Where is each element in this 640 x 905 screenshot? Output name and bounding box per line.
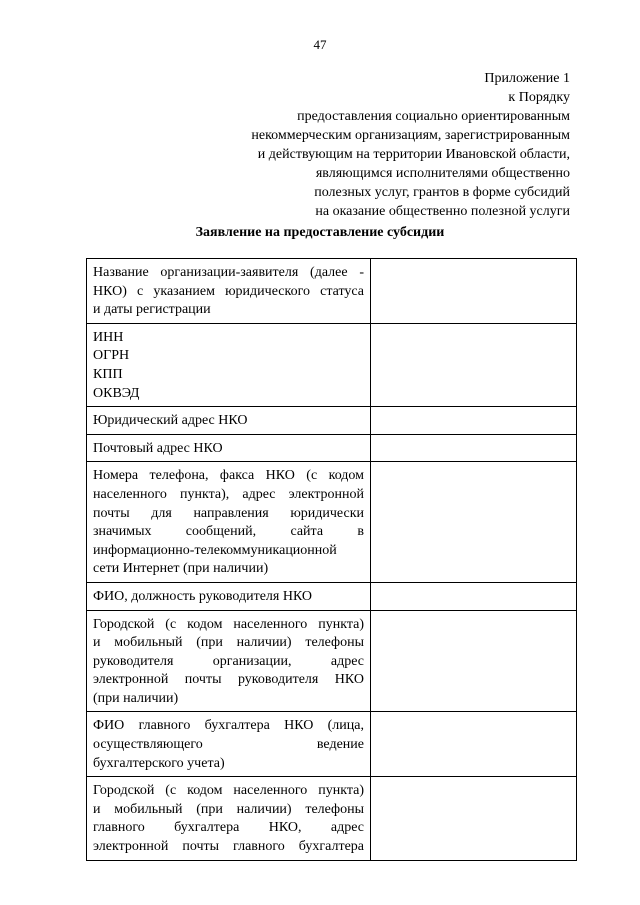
appendix-line: являющимся исполнителями общественно: [315, 166, 570, 181]
table-row: [87, 610, 577, 712]
table-row: [87, 462, 577, 583]
field-value-legal-address[interactable]: [371, 407, 577, 435]
field-value-contacts[interactable]: [371, 462, 577, 583]
application-form-table: [86, 258, 577, 861]
field-value-director-phones[interactable]: [371, 610, 577, 712]
appendix-line: предоставления социально ориентированным: [297, 109, 570, 124]
appendix-line: к Порядку: [508, 90, 570, 105]
field-value-registration-codes[interactable]: [371, 323, 577, 406]
field-label-director-phones: Городской (с кодом населенного пункта) и мобильный (при наличии) телефоны руководителя организации, адрес электронной почты руководителя НКО (при наличии): [87, 610, 371, 712]
field-value-director[interactable]: [371, 582, 577, 610]
field-label-postal-address: Почтовый адрес НКО: [87, 434, 371, 462]
table-row: [87, 323, 577, 406]
field-label-contacts: Номера телефона, факса НКО (с кодом населенного пункта), адрес электронной почты для направления юридически значимых сообщений, сайта в информационно-телекоммуникационной сети Интернет (при наличии): [87, 462, 371, 583]
field-label-legal-address: Юридический адрес НКО: [87, 407, 371, 435]
table-row: [87, 407, 577, 435]
appendix-header: [251, 69, 570, 221]
field-label-registration-codes: ИНН ОГРН КПП ОКВЭД: [87, 323, 371, 406]
field-value-accountant-phones[interactable]: [371, 777, 577, 860]
appendix-line: некоммерческим организациям, зарегистрированным: [251, 128, 570, 143]
field-value-organization-name[interactable]: [371, 259, 577, 324]
table-row: [87, 582, 577, 610]
table-row: [87, 777, 577, 860]
field-label-director: ФИО, должность руководителя НКО: [87, 582, 371, 610]
table-row: [87, 434, 577, 462]
table-row: [87, 712, 577, 777]
appendix-line: полезных услуг, грантов в форме субсидий: [314, 185, 570, 200]
document-title: Заявление на предоставление субсидии: [195, 225, 445, 240]
table-row: [87, 259, 577, 324]
page-number: 47: [313, 37, 327, 52]
field-value-accountant[interactable]: [371, 712, 577, 777]
field-label-organization-name: Название организации-заявителя (далее - НКО) с указанием юридического статуса и даты регистрации: [87, 259, 371, 324]
field-value-postal-address[interactable]: [371, 434, 577, 462]
appendix-line: на оказание общественно полезной услуги: [315, 204, 570, 219]
field-label-accountant: ФИО главного бухгалтера НКО (лица, осуществляющего ведение бухгалтерского учета): [87, 712, 371, 777]
field-label-accountant-phones: Городской (с кодом населенного пункта) и мобильный (при наличии) телефоны главного бухгалтера НКО, адрес электронной почты главного бухгалтера: [87, 777, 371, 860]
appendix-line: и действующим на территории Ивановской области,: [257, 147, 570, 162]
appendix-line: Приложение 1: [484, 71, 570, 86]
